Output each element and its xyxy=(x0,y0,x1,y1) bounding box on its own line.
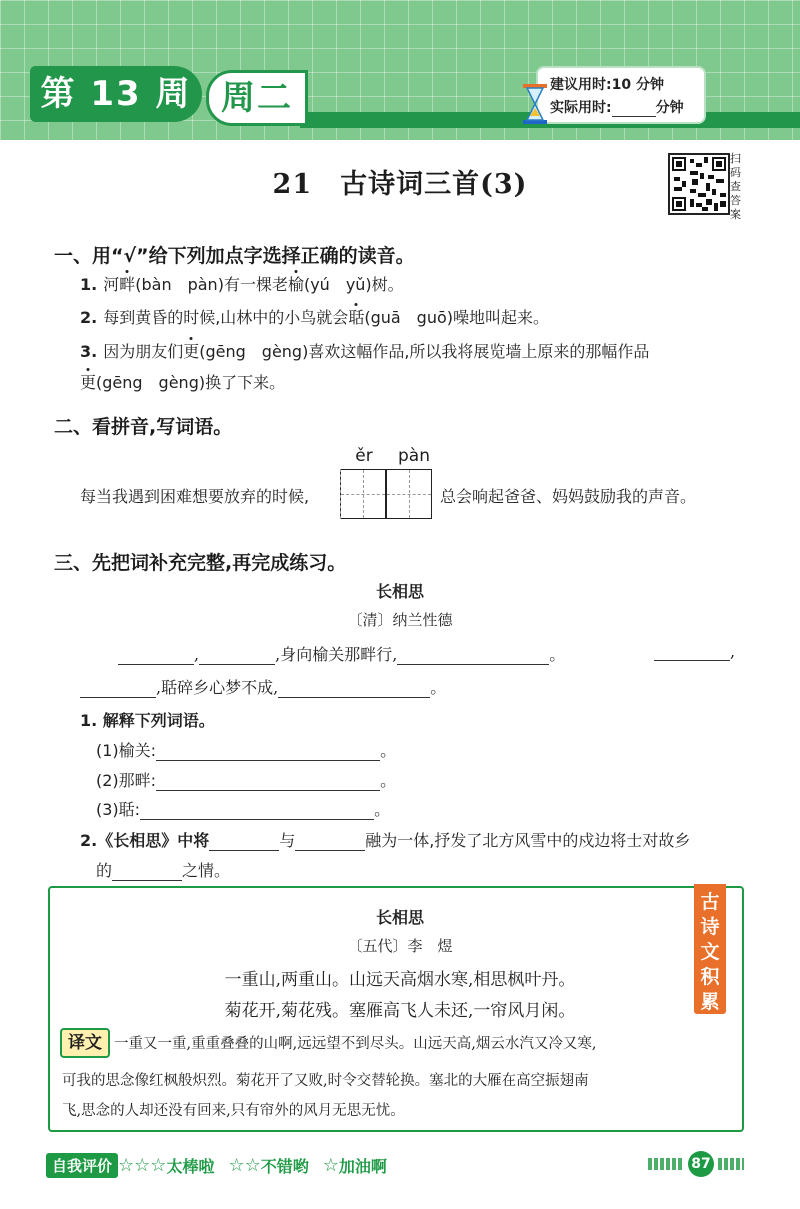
day-label: 周二 xyxy=(206,70,308,126)
punct: 。 xyxy=(430,678,447,697)
q-num: 3. xyxy=(80,342,98,361)
writing-grid-2[interactable] xyxy=(386,469,432,519)
page-number: 87 xyxy=(688,1151,714,1177)
hourglass-icon xyxy=(520,82,550,126)
star-icon[interactable]: ☆☆☆ xyxy=(118,1154,167,1176)
poem-text: 聒碎乡心梦不成, xyxy=(161,678,279,697)
star-icon[interactable]: ☆☆ xyxy=(228,1154,261,1176)
punct: , xyxy=(156,678,162,697)
fill-blank[interactable] xyxy=(118,646,194,665)
time-box xyxy=(536,66,706,124)
fill-blank[interactable] xyxy=(199,646,275,665)
q-text: 与 xyxy=(279,831,296,850)
pinyin-1: ěr xyxy=(355,446,373,466)
fill-blank[interactable] xyxy=(80,679,156,698)
poem-author: 〔清〕纳兰性德 xyxy=(347,611,453,629)
q-text[interactable]: (gēng gèng)换了下来。 xyxy=(96,373,286,392)
answer-blank[interactable] xyxy=(295,832,365,851)
page-decoration xyxy=(648,1158,684,1170)
answer-blank[interactable] xyxy=(156,772,380,791)
term-2 xyxy=(96,768,396,791)
eval-cheer[interactable]: 加油啊 xyxy=(338,1156,387,1176)
accum-line-2: 菊花开,菊花残。塞雁高飞人未还,一帘风月闲。 xyxy=(224,1001,576,1021)
question-1-2 xyxy=(80,305,549,328)
week-label: 第 13 周 xyxy=(30,66,202,122)
section2-before: 每当我遇到困难想要放弃的时候, xyxy=(80,487,310,506)
lesson-title: 21 古诗词三首(3) xyxy=(272,169,528,200)
section2-after: 总会响起爸爸、妈妈鼓励我的声音。 xyxy=(440,487,697,506)
term-1 xyxy=(96,738,396,761)
q-num: 1. xyxy=(80,275,98,294)
q-text: 之情。 xyxy=(182,861,231,880)
self-evaluation xyxy=(46,1153,401,1177)
eval-great[interactable]: 太棒啦 xyxy=(166,1156,215,1176)
answer-blank[interactable] xyxy=(112,862,182,881)
eval-good[interactable]: 不错哟 xyxy=(260,1156,309,1176)
sub-question-2 xyxy=(80,828,690,851)
section1-title: 一、用“√”给下列加点字选择正确的读音。 xyxy=(54,245,415,267)
fill-blank[interactable] xyxy=(654,642,730,661)
actual-time-blank[interactable] xyxy=(612,100,656,117)
poem-line-2 xyxy=(80,675,446,698)
answer-blank[interactable] xyxy=(156,742,380,761)
q-text[interactable]: (bàn pàn)有一棵老 xyxy=(135,275,288,294)
q-text: 河 xyxy=(103,275,120,294)
dotted-char: 榆 xyxy=(287,275,304,294)
question-1-3 xyxy=(80,339,649,362)
fill-blank[interactable] xyxy=(278,679,430,698)
writing-grid-1[interactable] xyxy=(340,469,386,519)
qr-label: 扫码查答案 xyxy=(730,152,741,221)
actual-time-label: 实际用时: xyxy=(550,100,612,116)
poem-title: 长相思 xyxy=(375,582,424,601)
translation-label: 译文 xyxy=(60,1028,110,1058)
accum-line-1: 一重山,两重山。山远天高烟水寒,相思枫叶丹。 xyxy=(224,970,576,990)
q-text[interactable]: (gēng gèng)喜欢这幅作品,所以我将展览墙上原来的那幅作品 xyxy=(199,342,650,361)
accum-author: 〔五代〕李 煜 xyxy=(347,937,453,955)
q-text[interactable]: (guā guō)噪地叫起来。 xyxy=(364,308,550,327)
poem-line-1 xyxy=(118,642,565,665)
poem-text: 身向榆关那畔行, xyxy=(280,645,398,664)
accumulation-tab-label: 古诗文积累 xyxy=(700,891,720,1013)
accum-title: 长相思 xyxy=(375,908,424,927)
poem-line-1b xyxy=(654,642,735,661)
translation-line-3: 飞,思念的人却还没有回来,只有帘外的风月无思无忧。 xyxy=(62,1103,405,1119)
translation-line-2: 可我的思念像红枫般炽烈。菊花开了又败,时令交替轮换。塞北的大雁在高空振翅南 xyxy=(62,1073,589,1089)
q-text: 因为朋友们 xyxy=(103,342,184,361)
dotted-char: 畔 xyxy=(119,275,136,294)
punct: 。 xyxy=(549,645,566,664)
suggested-time: 建议用时:10 分钟 xyxy=(550,77,664,93)
answer-blank[interactable] xyxy=(209,832,279,851)
section2-title: 二、看拼音,写词语。 xyxy=(54,416,233,438)
star-icon[interactable]: ☆ xyxy=(322,1154,339,1176)
q-num: 2. xyxy=(80,308,98,327)
term-label: (2)那畔: xyxy=(96,771,157,790)
q-text: 2.《长相思》中将 xyxy=(80,831,210,850)
term-label: (3)聒: xyxy=(96,800,141,819)
term-label: (1)榆关: xyxy=(96,741,157,760)
question-1-3-cont xyxy=(80,370,285,393)
punct: , xyxy=(275,645,281,664)
punct: , xyxy=(194,645,200,664)
punct: 。 xyxy=(380,771,397,790)
punct: , xyxy=(730,642,736,661)
eval-label: 自我评价 xyxy=(46,1153,118,1178)
q-text: 每到黄昏的时候,山林中的小鸟就会 xyxy=(103,308,349,327)
punct: 。 xyxy=(374,800,391,819)
translation-line-1: 一重又一重,重重叠叠的山啊,远远望不到尽头。山远天高,烟云水汽又冷又寒, xyxy=(114,1036,597,1052)
page-decoration xyxy=(718,1158,744,1170)
pinyin-2: pàn xyxy=(398,446,430,466)
punct: 。 xyxy=(380,741,397,760)
actual-time-unit: 分钟 xyxy=(655,100,684,116)
term-3 xyxy=(96,797,390,820)
q-text[interactable]: (yú yǔ)树。 xyxy=(303,275,404,294)
q-text: 融为一体,抒发了北方风雪中的戍边将士对故乡 xyxy=(365,831,691,850)
sub-question-2-cont xyxy=(96,858,230,881)
question-1-1 xyxy=(80,272,404,295)
actual-time xyxy=(550,97,684,117)
q-text: 的 xyxy=(96,861,113,880)
fill-blank[interactable] xyxy=(397,646,549,665)
sub-question-1: 1. 解释下列词语。 xyxy=(80,711,215,730)
dotted-char: 更 xyxy=(183,342,200,361)
answer-blank[interactable] xyxy=(140,801,374,820)
dotted-char: 更 xyxy=(80,373,97,392)
section3-title: 三、先把词补充完整,再完成练习。 xyxy=(54,552,347,574)
dotted-char: 聒 xyxy=(348,308,365,327)
